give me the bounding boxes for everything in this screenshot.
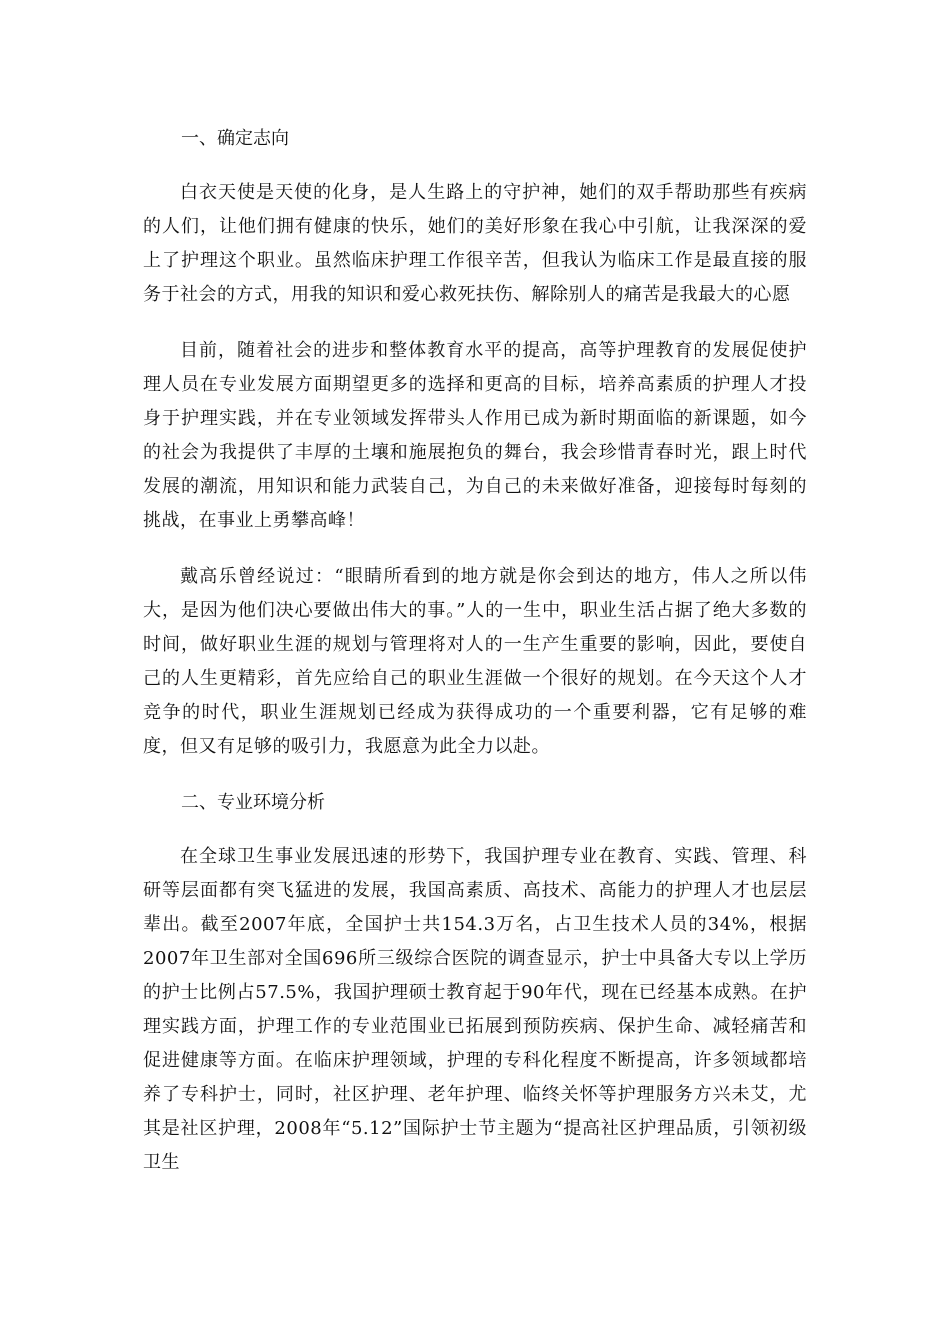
paragraph-2: 目前，随着社会的进步和整体教育水平的提高，高等护理教育的发展促使护理人员在专业发展方面期望更多的选择和更高的目标，培养高素质的护理人才投身于护理实践，并在专业领域发挥带头人作用已成为新时期面临的新课题，如今的社会为我提供了丰厚的土壤和施展抱负的舞台，我会珍惜青春时光，跟上时代发展的潮流，用知识和能力武装自己，为自己的未来做好准备，迎接每时每刻的挑战，在事业上勇攀高峰！	[143, 340, 807, 531]
section-heading-2: 二、专业环境分析	[181, 792, 325, 813]
paragraph-4: 在全球卫生事业发展迅速的形势下，我国护理专业在教育、实践、管理、科研等层面都有突飞猛进的发展，我国高素质、高技术、高能力的护理人才也层层辈出。截至2007年底，全国护士共154.3万名，占卫生技术人员的34%，根据2007年卫生部对全国696所三级综合医院的调查显示，护士中具备大专以上学历的护士比例占57.5%，我国护理硕士教育起于90年代，现在已经基本成熟。在护理实践方面，护理工作的专业范围业已拓展到预防疾病、保护生命、减轻痛苦和促进健康等方面。在临床护理领域，护理的专科化程度不断提高，许多领域都培养了专科护士，同时，社区护理、老年护理、临终关怀等护理服务方兴未艾，尤其是社区护理，2008年“5.12”国际护士节主题为“提高社区护理品质，引领初级卫生	[143, 846, 807, 1173]
paragraph-3: 戴高乐曾经说过：“眼睛所看到的地方就是你会到达的地方，伟人之所以伟大，是因为他们决心要做出伟大的事。”人的一生中，职业生活占据了绝大多数的时间，做好职业生涯的规划与管理将对人的一生产生重要的影响，因此，要使自己的人生更精彩，首先应给自己的职业生涯做一个很好的规划。在今天这个人才竞争的时代，职业生涯规划已经成为获得成功的一个重要利器，它有足够的难度，但又有足够的吸引力，我愿意为此全力以赴。	[143, 566, 807, 757]
section-heading-1: 一、确定志向	[181, 128, 289, 149]
paragraph-1: 白衣天使是天使的化身，是人生路上的守护神，她们的双手帮助那些有疾病的人们，让他们拥有健康的快乐，她们的美好形象在我心中引航，让我深深的爱上了护理这个职业。虽然临床护理工作很辛苦，但我认为临床工作是最直接的服务于社会的方式，用我的知识和爱心救死扶伤、解除别人的痛苦是我最大的心愿	[143, 182, 807, 305]
document-page	[143, 122, 807, 1180]
